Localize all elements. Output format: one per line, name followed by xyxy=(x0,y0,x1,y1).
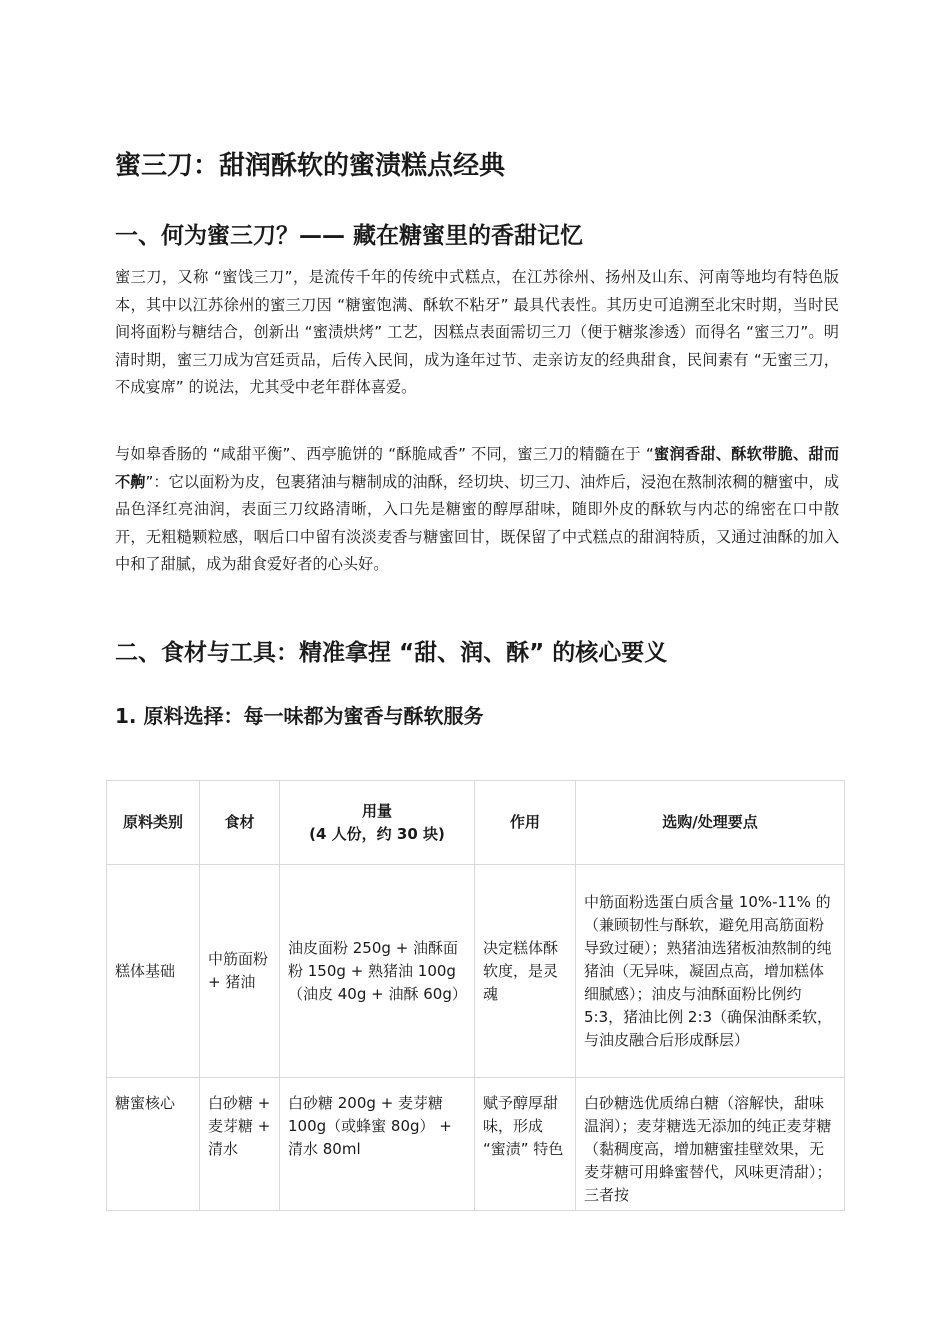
cell-tips: 中筋面粉选蛋白质含量 10%-11% 的（兼顾韧性与酥软，避免用高筋面粉导致过硬）；熟猪油选猪板油熬制的纯猪油（无异味，凝固点高，增加糕体细腻感）；油皮与油酥面粉比例约 5:3，猪油比例 2:3（确保油酥柔软，与油皮融合后形成酥层） xyxy=(576,865,845,1078)
cell-amount: 白砂糖 200g + 麦芽糖 100g（或蜂蜜 80g） + 清水 80ml xyxy=(280,1078,475,1223)
ingredients-table xyxy=(106,780,845,1223)
header-tips: 选购/处理要点 xyxy=(576,781,845,865)
cell-ingredient: 白砂糖 + 麦芽糖 + 清水 xyxy=(200,1078,280,1223)
header-amount-title: 用量 xyxy=(361,801,392,820)
table-row xyxy=(107,865,845,1078)
subsection-heading: 1. 原料选择：每一味都为蜜香与酥软服务 xyxy=(115,704,484,728)
table-row xyxy=(107,1078,845,1223)
cell-category: 糕体基础 xyxy=(107,865,200,1078)
page-title: 蜜三刀：甜润酥软的蜜渍糕点经典 xyxy=(115,151,506,181)
header-amount-note: (4 人份，约 30 块) xyxy=(309,824,445,843)
table-header-row xyxy=(107,781,845,865)
p2-text-after: ”：它以面粉为皮，包裹猪油与糖制成的油酥，经切块、切三刀、油炸后，浸泡在熬制浓稠的糖蜜中，成品色泽红亮油润，表面三刀纹路清晰，入口先是糖蜜的醇厚甜味，随即外皮的酥软与内芯的绵密在口中散开，无粗糙颗粒感，咽后口中留有淡淡麦香与糖蜜回甘，既保留了中式糕点的甜润特质，又通过油酥的加入中和了甜腻，成为甜食爱好者的心头好。 xyxy=(115,472,840,574)
section1-paragraph-1: 蜜三刀，又称 “蜜饯三刀”，是流传千年的传统中式糕点，在江苏徐州、扬州及山东、河南等地均有特色版本，其中以江苏徐州的蜜三刀因 “糖蜜饱满、酥软不粘牙” 最具代表性。其历史可追溯至北宋时期，当时民间将面粉与糖结合，创新出 “蜜渍烘烤” 工艺，因糕点表面需切三刀（便于糖浆渗透）而得名 “蜜三刀”。明清时期，蜜三刀成为宫廷贡品，后传入民间，成为逢年过节、走亲访友的经典甜食，民间素有 “无蜜三刀，不成宴席” 的说法，尤其受中老年群体喜爱。 xyxy=(115,268,839,397)
p2-text-before: 与如皋香肠的 “咸甜平衡”、西亭脆饼的 “酥脆咸香” 不同，蜜三刀的精髓在于 “ xyxy=(115,445,654,463)
header-role: 作用 xyxy=(475,781,576,865)
header-ingredient: 食材 xyxy=(200,781,280,865)
cell-amount: 油皮面粉 250g + 油酥面粉 150g + 熟猪油 100g（油皮 40g + 油酥 60g） xyxy=(280,865,475,1078)
page-bottom-margin xyxy=(0,1211,950,1344)
table-cut-line xyxy=(106,1210,844,1211)
cell-role: 决定糕体酥软度，是灵魂 xyxy=(475,865,576,1078)
section1-heading: 一、何为蜜三刀？—— 藏在糖蜜里的香甜记忆 xyxy=(115,223,584,249)
header-category: 原料类别 xyxy=(107,781,200,865)
cell-tips: 白砂糖选优质绵白糖（溶解快，甜味温润）；麦芽糖选无添加的纯正麦芽糖（黏稠度高，增加糖蜜挂壁效果，无麦芽糖可用蜂蜜替代，风味更清甜）；三者按 xyxy=(576,1078,845,1223)
header-amount xyxy=(280,781,475,865)
cell-ingredient: 中筋面粉 + 猪油 xyxy=(200,865,280,1078)
cell-category: 糖蜜核心 xyxy=(107,1078,200,1223)
section1-paragraph-2 xyxy=(115,441,839,579)
section2-heading: 二、食材与工具：精准拿捏 “甜、润、酥” 的核心要义 xyxy=(115,640,668,666)
cell-role: 赋予醇厚甜味，形成 “蜜渍” 特色 xyxy=(475,1078,576,1223)
p2-bold-text: 蜜润香甜、酥软带脆、甜而不齁 xyxy=(115,445,840,491)
